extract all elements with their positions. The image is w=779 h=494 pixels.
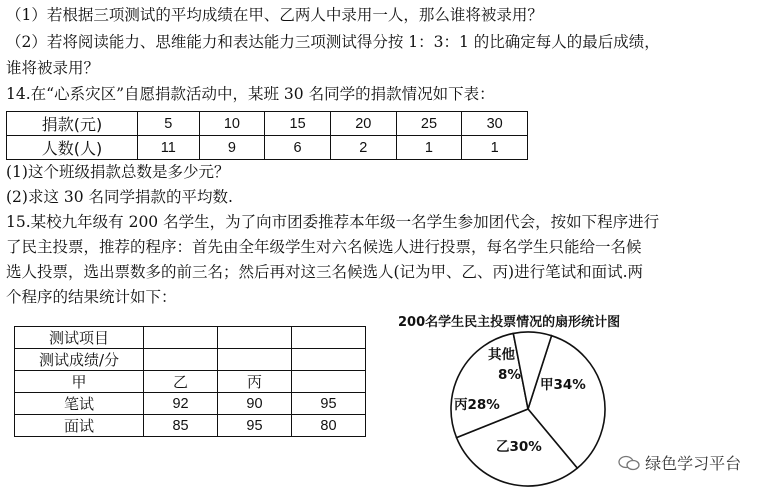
- table-row: [15, 327, 366, 349]
- pie-label-other-pct: 8%: [498, 367, 521, 383]
- empty-cell: [291, 371, 365, 393]
- wechat-icon: [618, 455, 640, 471]
- line-q15-a: 15.某校九年级有 200 名学生，为了向市团委推荐本年级一名学生参加团代会，按如下程序进行: [6, 213, 660, 231]
- empty-cell: [218, 349, 292, 371]
- line-q14: 14.在“心系灾区”自愿捐款活动中，某班 30 名同学的捐款情况如下表：: [6, 85, 495, 103]
- amount-cell: 25: [396, 112, 462, 136]
- candidate-cell: 丙: [218, 371, 292, 393]
- table-row: [15, 349, 366, 371]
- test-item-header: 测试项目: [15, 327, 144, 349]
- score-cell: 90: [218, 393, 292, 415]
- score-cell: 80: [291, 415, 365, 437]
- amount-cell: 5: [138, 112, 200, 136]
- count-cell: 1: [462, 136, 528, 160]
- amount-cell: 15: [265, 112, 331, 136]
- donation-table: [6, 111, 528, 160]
- empty-cell: [291, 327, 365, 349]
- empty-cell: [144, 327, 218, 349]
- table-row: [15, 393, 366, 415]
- score-cell: 95: [291, 393, 365, 415]
- line-q13-2: （2）若将阅读能力、思维能力和表达能力三项测试得分按 1：3：1 的比确定每人的最后成绩，: [6, 33, 660, 51]
- line-q15-b: 了民主投票，推荐的程序：首先由全年级学生对六名候选人进行投票，每名学生只能给一名候: [6, 238, 642, 256]
- count-header: 人数(人): [7, 136, 138, 160]
- table-row: [7, 136, 528, 160]
- count-cell: 6: [265, 136, 331, 160]
- pie-label-other: 其他: [488, 347, 515, 363]
- score-cell: 85: [144, 415, 218, 437]
- test-score-header: 测试成绩/分: [15, 349, 144, 371]
- empty-cell: [291, 349, 365, 371]
- amount-cell: 10: [199, 112, 265, 136]
- count-cell: 9: [199, 136, 265, 160]
- pie-label-jia: 甲34%: [540, 377, 586, 393]
- watermark: [618, 451, 741, 474]
- table-row: [15, 415, 366, 437]
- score-cell: 92: [144, 393, 218, 415]
- interview-label: 面试: [15, 415, 144, 437]
- empty-cell: [144, 349, 218, 371]
- candidate-cell: 乙: [144, 371, 218, 393]
- empty-cell: [218, 327, 292, 349]
- line-q13-1: （1）若根据三项测试的平均成绩在甲、乙两人中录用一人，那么谁将被录用？: [6, 6, 543, 24]
- candidate-cell: 甲: [15, 371, 144, 393]
- score-table: [14, 326, 366, 437]
- pie-chart: [440, 325, 630, 490]
- amount-cell: 30: [462, 112, 528, 136]
- pie-chart-title: 200名学生民主投票情况的扇形统计图: [398, 315, 621, 330]
- watermark-text: 绿色学习平台: [645, 454, 742, 473]
- score-cell: 95: [218, 415, 292, 437]
- line-q15-c: 选人投票，选出票数多的前三名；然后再对这三名候选人(记为甲、乙、丙)进行笔试和面试.两: [6, 263, 644, 281]
- table-row: [7, 112, 528, 136]
- count-cell: 11: [138, 136, 200, 160]
- count-cell: 2: [330, 136, 396, 160]
- written-label: 笔试: [15, 393, 144, 415]
- pie-label-yi: 乙30%: [496, 439, 542, 455]
- donation-header: 捐款(元): [7, 112, 138, 136]
- pie-label-bing: 丙28%: [454, 397, 500, 413]
- table-row: [15, 371, 366, 393]
- line-q13-2-cont: 谁将被录用？: [6, 59, 100, 77]
- line-q14-1: (1)这个班级捐款总数是多少元？: [6, 163, 230, 181]
- line-q15-d: 个程序的结果统计如下：: [6, 288, 177, 306]
- line-q14-2: (2)求这 30 名同学捐款的平均数.: [6, 188, 233, 206]
- amount-cell: 20: [330, 112, 396, 136]
- count-cell: 1: [396, 136, 462, 160]
